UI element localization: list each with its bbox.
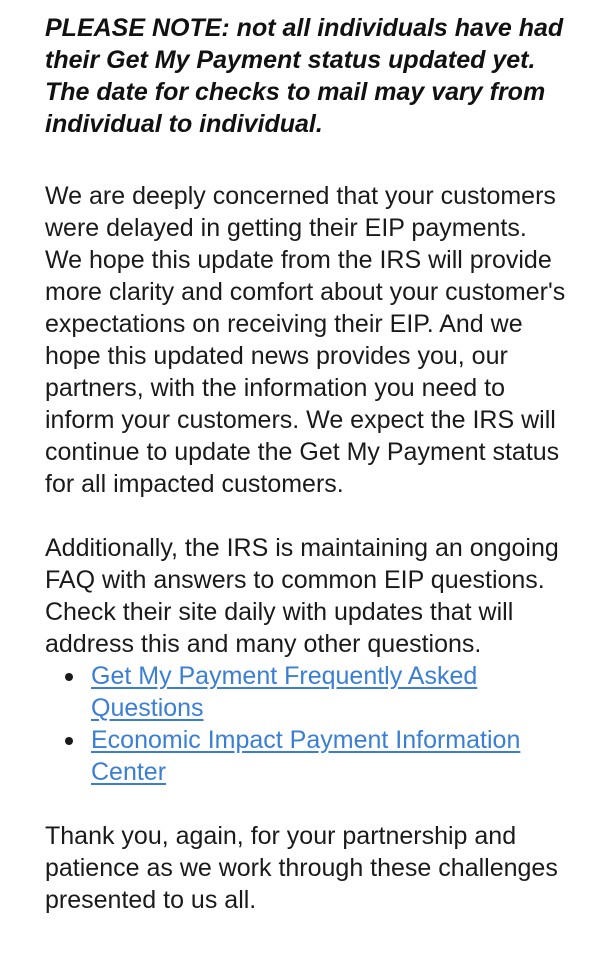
faq-paragraph: Additionally, the IRS is maintaining an ongoing FAQ with answers to common EIP questions. Check their site daily with updates that will address this and many other questions.	[45, 534, 559, 658]
concern-paragraph: We are deeply concerned that your customers were delayed in getting their EIP payments. We hope this update from the IRS will provide more clarity and comfort about your customer's expectations on receiving their EIP. And we hope this updated news provides you, our partners, with the information you need to inform your customers. We expect the IRS will continue to update the Get My Payment status for all impacted customers.	[45, 182, 566, 498]
resource-links-list	[45, 660, 566, 788]
list-item	[65, 660, 566, 724]
thank-you-paragraph: Thank you, again, for your partnership and patience as we work through these challenges presented to us all.	[45, 822, 558, 914]
please-note-text: PLEASE NOTE: not all individuals have had their Get My Payment status updated yet. The date for checks to mail may vary from individual to individual.	[45, 14, 564, 138]
bullet-icon	[65, 673, 73, 681]
faq-link[interactable]: Get My Payment Frequently Asked Questions	[91, 662, 478, 722]
bullet-icon	[65, 737, 73, 745]
list-item	[65, 724, 566, 788]
eip-info-center-link[interactable]: Economic Impact Payment Information Center	[91, 726, 521, 786]
